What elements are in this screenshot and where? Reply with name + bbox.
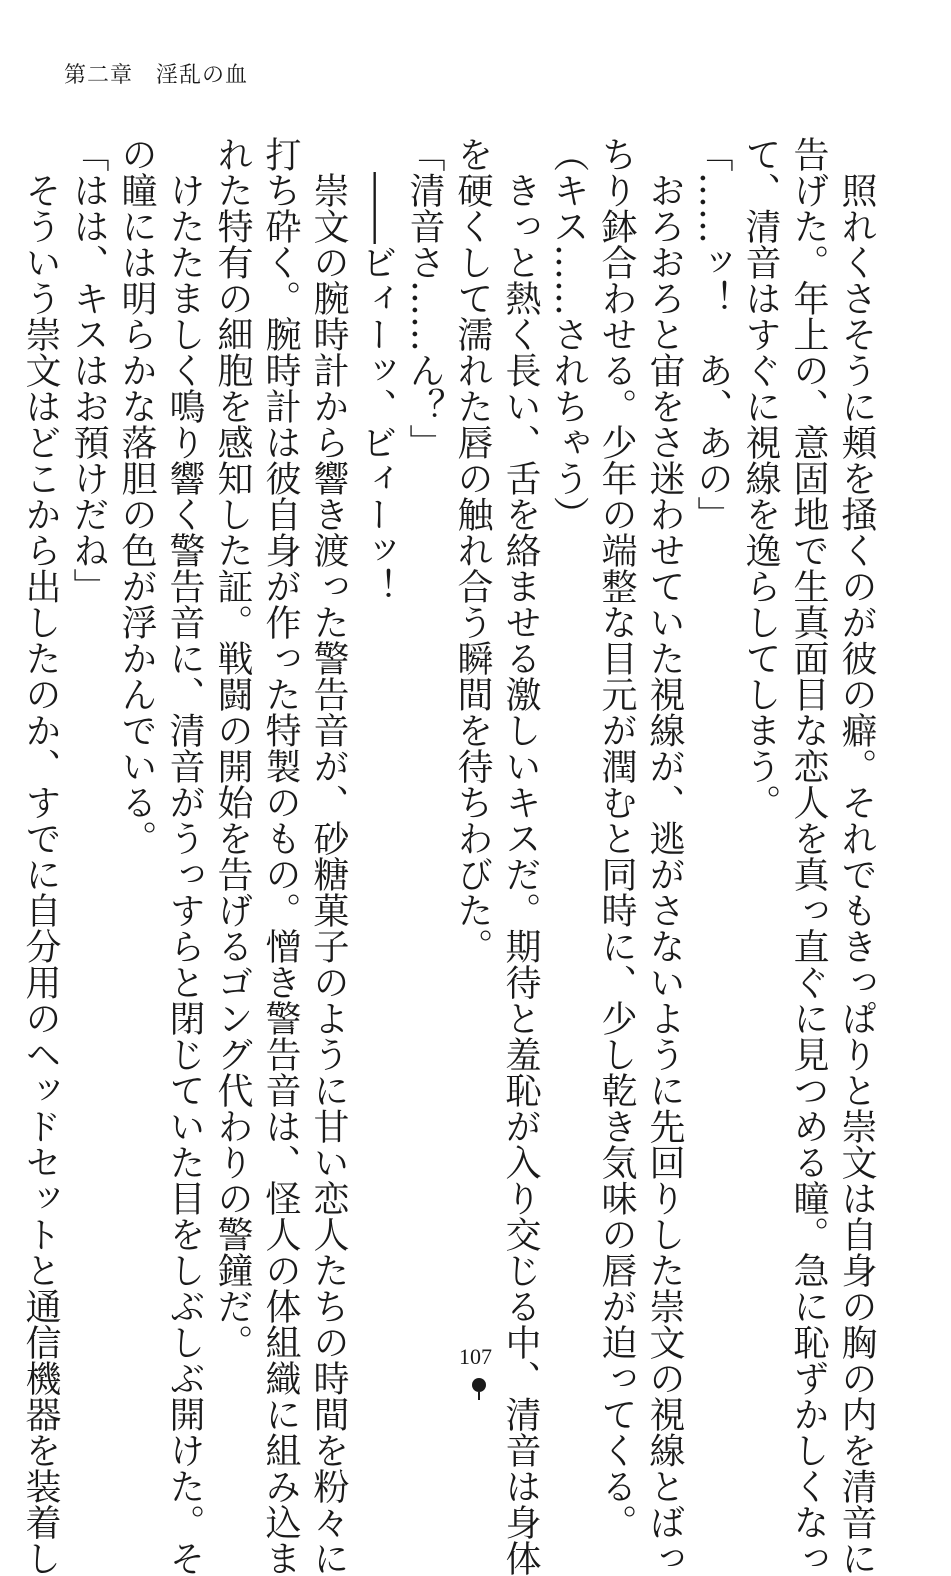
text-line: 「……ッ！ あ、あの」 [692, 136, 733, 532]
text-line: 「清音さ……ん？」 [404, 136, 445, 460]
text-line: 照れくさそうに頬を掻くのが彼の癖。それでもきっぱりと崇文は自身の胸の内を清音に [836, 136, 877, 1576]
text-line: れた特有の細胞を感知した証。戦闘の開始を告げるゴング代わりの警鐘だ。 [212, 136, 253, 1360]
text-line: 崇文の腕時計から響き渡った警告音が、砂糖菓子のように甘い恋人たちの時間を粉々に [308, 136, 349, 1576]
text-line: の瞳には明らかな落胆の色が浮かんでいる。 [116, 136, 157, 856]
page-marker-dot [472, 1378, 486, 1392]
text-line: ――ビィーッ、ビィーッ！ [356, 136, 397, 604]
text-line: けたたましく鳴り響く警告音に、清音がうっすらと閉じていた目をしぶしぶ開けた。そ [164, 136, 205, 1576]
text-line: 「はは、キスはお預けだね」 [68, 136, 109, 604]
chapter-running-title: 第二章 淫乱の血 [64, 63, 249, 88]
text-line: ちり鉢合わせる。少年の端整な目元が潤むと同時に、少し乾き気味の唇が迫ってくる。 [596, 136, 637, 1540]
text-line: 告げた。年上の、意固地で生真面目な恋人を真っ直ぐに見つめる瞳。急に恥ずかしくなっ [788, 136, 829, 1576]
text-line: て、清音はすぐに視線を逸らしてしまう。 [740, 136, 781, 820]
text-line: おろおろと宙をさ迷わせていた視線が、逃がさないように先回りした崇文の視線とばっ [644, 136, 685, 1576]
page-number: 107 [459, 1344, 492, 1369]
text-line: そういう崇文はどこから出したのか、すでに自分用のヘッドセットと通信機器を装着し [20, 136, 61, 1576]
text-line: を硬くして濡れた唇の触れ合う瞬間を待ちわびた。 [452, 136, 493, 964]
text-line: 打ち砕く。腕時計は彼自身が作った特製のもの。憎き警告音は、怪人の体組織に組み込ま [260, 136, 301, 1576]
text-line: （キス……されちゃう） [548, 136, 589, 532]
text-line: きっと熱く長い、舌を絡ませる激しいキスだ。期待と羞恥が入り交じる中、清音は身体 [500, 136, 541, 1576]
page-marker-stem [478, 1392, 480, 1400]
